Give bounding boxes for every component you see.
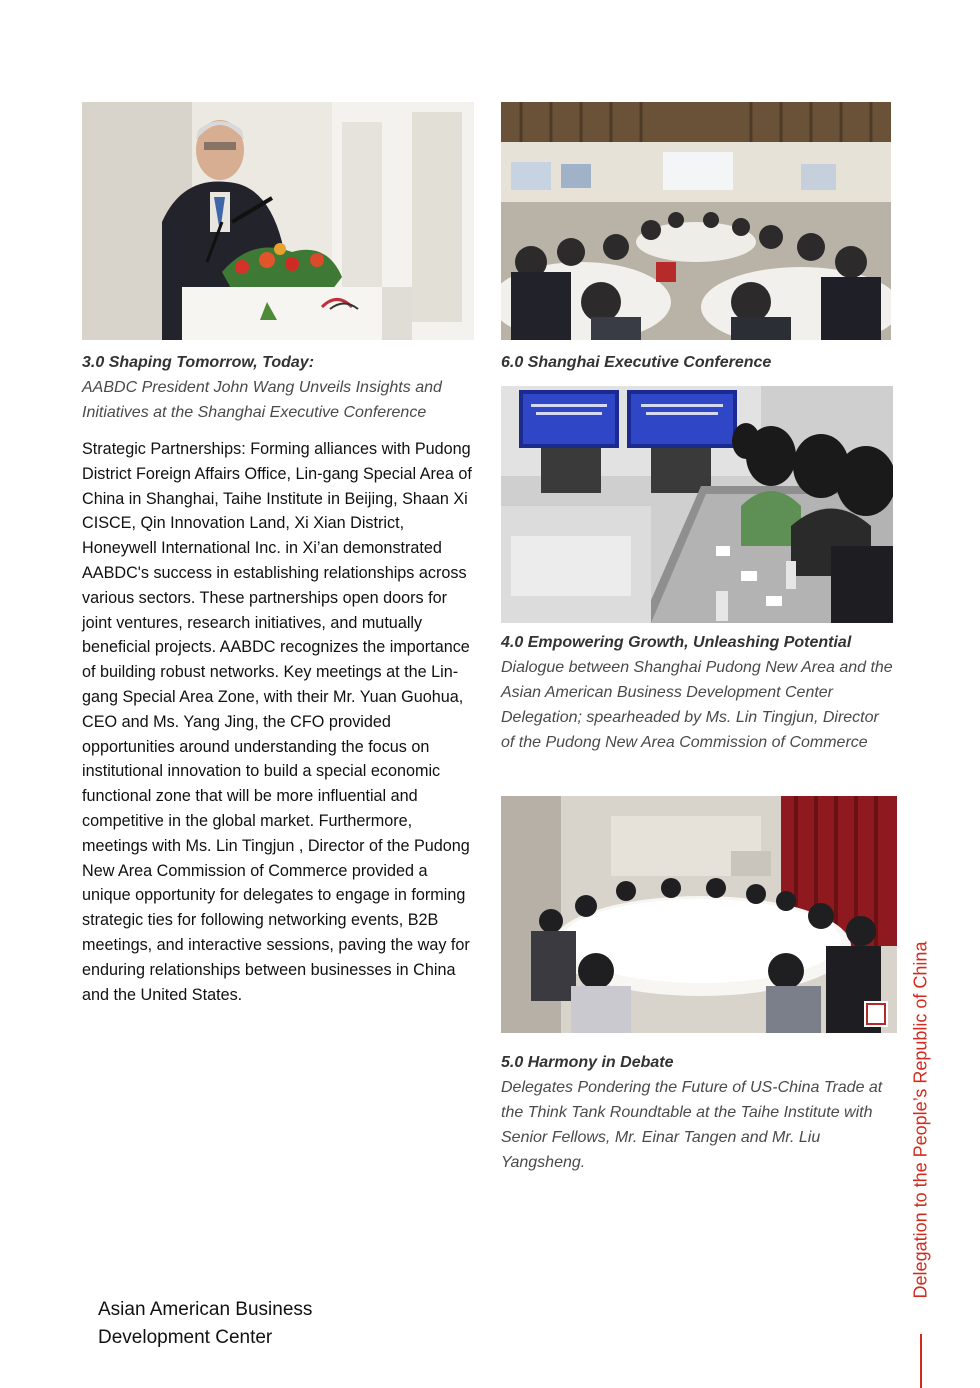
caption-text: Dialogue between Shanghai Pudong New Area and the Asian American Business Development Center Delegation; spearheaded by Ms. Lin Tingjun, Director of the Pudong New Area Commission of Commerce [501,659,893,751]
caption-dialogue [501,630,896,755]
roundtable-photo [501,796,897,1033]
caption-title: 3.0 Shaping Tomorrow, Today: [82,354,315,371]
body-paragraph: Strategic Partnerships: Forming alliances with Pudong District Foreign Affairs Office, Lin-gang Special Area of China in Shanghai, Taihe Institute in Beijing, Shaan Xi CISCE, Qin Innovation Land, Xi Xian District, Honeywell International Inc. in Xi’an demonstrated AABDC's success in establishing relationships across various sectors. These partnerships open doors for joint ventures, research initiatives, and mutually beneficial projects. AABDC recognizes the importance of building robust networks. Key meetings at the Lin-gang Special Area Zone, with their Mr. Yuan Guohua, CEO and Ms. Yang Jing, the CFO provided opportunities around understanding the focus on institutional innovation to build a special economic functional zone that will be more influential and competitive in the global market. Furthermore, meetings with Ms. Lin Tingjun , Director of the Pudong New Area Commission of Commerce provided a unique opportunity for delegates to engage in forming strategic ties for following networking events, B2B meetings, and interactive sessions, paving the way for enduring relationships between businesses in China and the United States. [82,440,472,1004]
speaker-at-podium-photo [82,102,474,340]
caption-title: 5.0 Harmony in Debate [501,1054,674,1071]
meeting-room-screens-photo [501,386,893,623]
sidebar-label-wrap [904,920,938,1320]
sidebar-label: Delegation to the People’s Republic of China [910,941,931,1299]
footer-organization [98,1296,358,1352]
caption-text: Delegates Pondering the Future of US-China Trade at the Think Tank Roundtable at the Taihe Institute with Senior Fellows, Mr. Einar Tangen and Mr. Liu Yangsheng. [501,1079,883,1171]
footer-org-line2: Development Center [98,1327,273,1348]
caption-text: AABDC President John Wang Unveils Insights and Initiatives at the Shanghai Executive Conference [82,379,442,421]
caption-title: 6.0 Shanghai Executive Conference [501,354,772,371]
caption-speaker [82,350,477,425]
footer-org-line1: Asian American Business [98,1299,313,1320]
caption-title: 4.0 Empowering Growth, Unleashing Potential [501,634,852,651]
caption-roundtable [501,1050,896,1175]
conference-hall-photo [501,102,891,340]
sidebar-accent-line [920,1334,922,1388]
caption-conference [501,350,896,375]
